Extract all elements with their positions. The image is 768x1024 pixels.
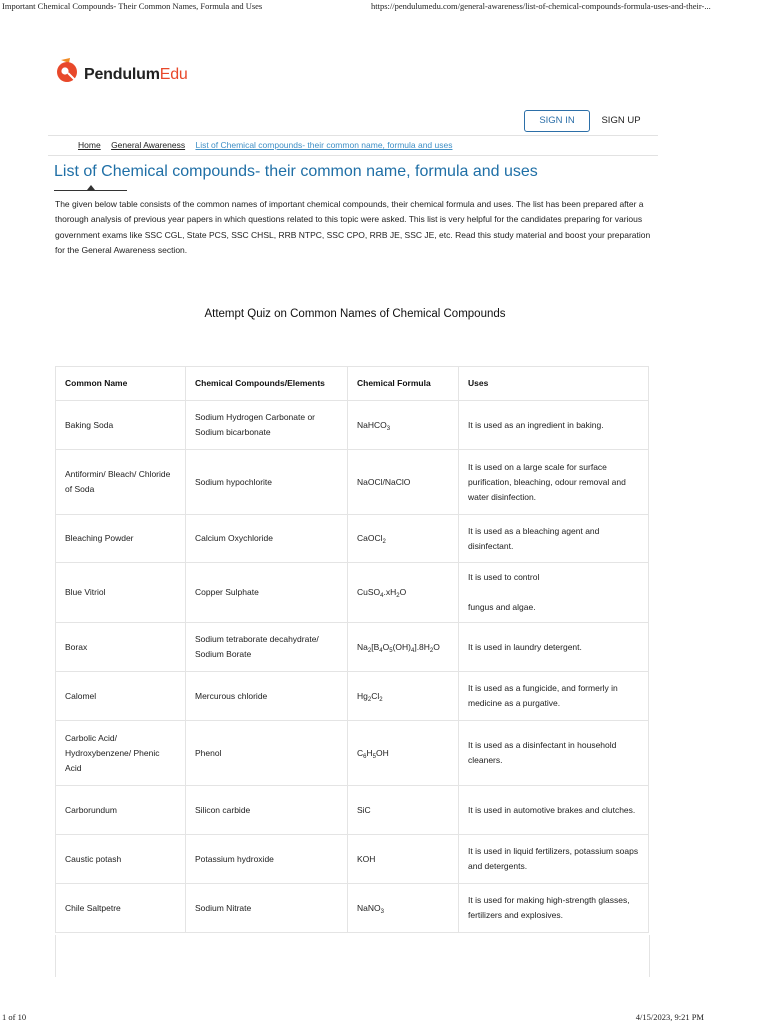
table-row (56, 672, 649, 721)
cell-common-name: Bleaching Powder (56, 515, 186, 563)
print-datetime: 4/15/2023, 9:21 PM (635, 1012, 704, 1022)
table-row (56, 835, 649, 884)
title-underline-marker (87, 185, 95, 190)
header-uses: Uses (459, 367, 649, 401)
cell-compound: Calcium Oxychloride (186, 515, 348, 563)
cell-uses: It is used in laundry detergent. (459, 623, 649, 672)
print-header (0, 0, 768, 12)
table-row (56, 563, 649, 623)
breadcrumb-home-link[interactable]: Home (78, 140, 101, 150)
table-row (56, 401, 649, 450)
cell-formula: $Hg_2Cl_2$ (348, 672, 459, 721)
cell-compound: Phenol (186, 721, 348, 786)
table-row (56, 515, 649, 563)
header-common-name: Common Name (56, 367, 186, 401)
cell-common-name: Blue Vitriol (56, 563, 186, 623)
table-row (56, 450, 649, 515)
table-row (56, 623, 649, 672)
breadcrumb-section-link[interactable]: General Awareness (111, 140, 186, 150)
cell-uses: It is used on a large scale for surface purification, bleaching, odour removal and water disinfection. (459, 450, 649, 515)
cell-uses: It is used as an ingredient in baking. (459, 401, 649, 450)
cell-common-name: Borax (56, 623, 186, 672)
cell-formula: CaOCl$_2$ (348, 515, 459, 563)
cell-formula: $C_6H_5OH$ (348, 721, 459, 786)
brand-name-part1: Pendulum (84, 66, 160, 83)
cell-uses: It is used in automotive brakes and clutches. (459, 786, 649, 835)
print-page-url: https://pendulumedu.com/general-awareness/list-of-chemical-compounds-formula-uses-and-their-... (371, 1, 711, 11)
table-row (56, 721, 649, 786)
cell-compound: Mercurous chloride (186, 672, 348, 721)
cell-formula: $CuSO_4.xH_2O$ (348, 563, 459, 623)
chemical-compounds-table (55, 366, 649, 933)
sign-in-button[interactable]: SIGN IN (524, 110, 590, 132)
breadcrumb-current-link[interactable]: List of Chemical compounds- their common name, formula and uses (195, 140, 453, 150)
cell-formula: NaOCl/NaClO (348, 450, 459, 515)
quiz-heading: Attempt Quiz on Common Names of Chemical Compounds (204, 308, 506, 320)
cell-common-name: Caustic potash (56, 835, 186, 884)
cell-common-name: Carborundum (56, 786, 186, 835)
breadcrumb-divider (48, 155, 658, 156)
page-title: List of Chemical compounds- their common name, formula and uses (54, 163, 538, 180)
cell-formula: $Na_2[B_4O_5(OH)_4].8H_2O$ (348, 623, 459, 672)
cell-compound: Sodium Nitrate (186, 884, 348, 933)
header-formula: Chemical Formula (348, 367, 459, 401)
cell-compound: Sodium tetraborate decahydrate/ Sodium Borate (186, 623, 348, 672)
cell-uses: It is used to control fungus and algae. (459, 563, 649, 623)
title-underline (54, 190, 127, 191)
intro-paragraph: The given below table consists of the common names of important chemical compounds, their chemical formula and uses. The list has been prepared after a thorough analysis of previous year papers in which questions related to this topic were asked. This list is very helpful for the candidates preparing for various government exams like SSC CGL, State PCS, SSC CHSL, RRB NTPC, SSC CPO, RRB JE, SSC JE, etc. Read this study material and boost your preparation for the General Awareness section. (55, 199, 651, 255)
header-compound: Chemical Compounds/Elements (186, 367, 348, 401)
pendulum-logo-icon (55, 56, 81, 84)
breadcrumb (78, 140, 452, 150)
cell-uses: It is used as a bleaching agent and disinfectant. (459, 515, 649, 563)
print-footer (0, 1012, 768, 1024)
cell-compound: Copper Sulphate (186, 563, 348, 623)
cell-common-name: Chile Saltpetre (56, 884, 186, 933)
table-row (56, 786, 649, 835)
cell-common-name: Calomel (56, 672, 186, 721)
cell-uses: It is used in liquid fertilizers, potassium soaps and detergents. (459, 835, 649, 884)
cell-common-name: Carbolic Acid/ Hydroxybenzene/ Phenic Acid (56, 721, 186, 786)
header-divider (48, 135, 658, 136)
cell-formula: SiC (348, 786, 459, 835)
cell-compound: Silicon carbide (186, 786, 348, 835)
cell-formula: NaHCO$_3$ (348, 401, 459, 450)
sign-up-button[interactable]: SIGN UP (601, 115, 641, 126)
cell-common-name: Antiformin/ Bleach/ Chloride of Soda (56, 450, 186, 515)
cell-uses: It is used as a fungicide, and formerly in medicine as a purgative. (459, 672, 649, 721)
cell-common-name: Baking Soda (56, 401, 186, 450)
cell-formula: KOH (348, 835, 459, 884)
print-page-title: Important Chemical Compounds- Their Common Names, Formula and Uses (2, 1, 263, 11)
cell-formula: NaNO$_3$ (348, 884, 459, 933)
cell-compound: Sodium hypochlorite (186, 450, 348, 515)
print-page-number: 1 of 10 (2, 1012, 27, 1022)
table-left-border (55, 935, 56, 977)
table-right-border (649, 935, 650, 977)
brand-name-part2: Edu (159, 66, 188, 83)
table-header-row (56, 367, 649, 401)
table-row (56, 884, 649, 933)
cell-uses: It is used for making high-strength glasses, fertilizers and explosives. (459, 884, 649, 933)
cell-uses: It is used as a disinfectant in household cleaners. (459, 721, 649, 786)
cell-compound: Sodium Hydrogen Carbonate or Sodium bicarbonate (186, 401, 348, 450)
cell-compound: Potassium hydroxide (186, 835, 348, 884)
